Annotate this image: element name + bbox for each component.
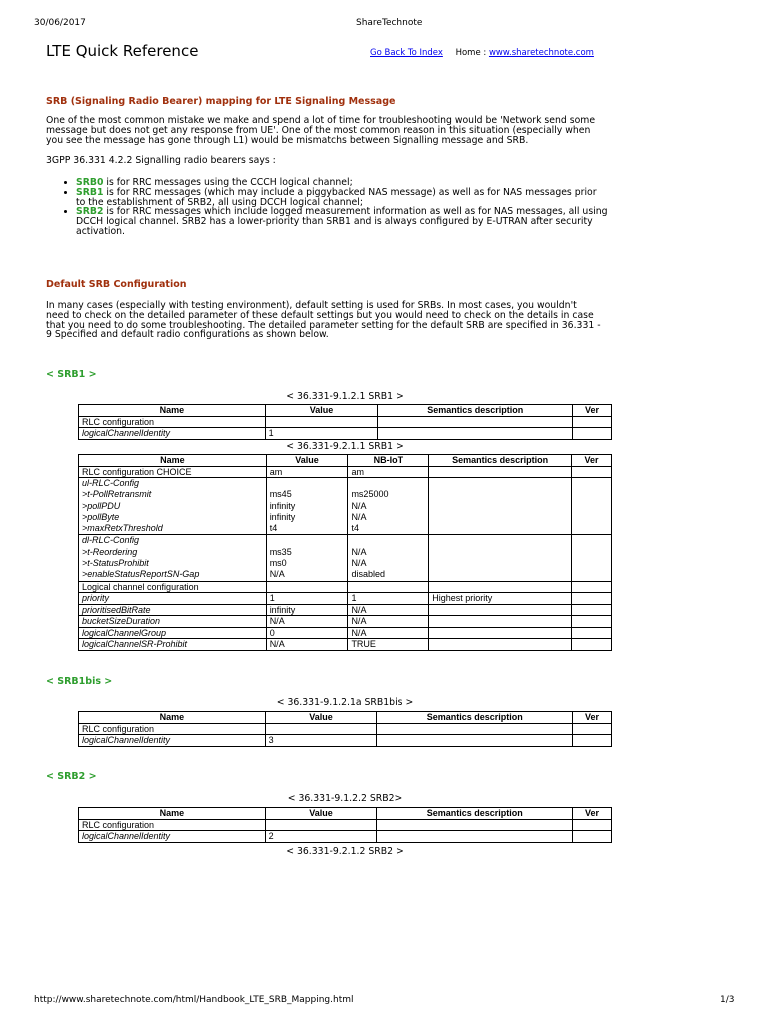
bullet-srb2 <box>76 207 676 236</box>
table-cell: ul-RLC-Config >t-PollRetransmit >pollPDU >pollByte >maxRetxThreshold <box>79 478 267 535</box>
table-cell <box>429 466 572 478</box>
table-caption: < 36.331-9.2.1.2 SRB2 > <box>286 846 404 857</box>
bullet-text: is for RRC messages using the CCCH logical channel; <box>103 177 353 188</box>
table-cell <box>573 831 612 843</box>
nav-links <box>370 48 594 58</box>
table-cell <box>265 819 377 831</box>
bullet-text: activation. <box>76 225 125 237</box>
table-cell: N/A <box>266 639 348 651</box>
print-site-title: ShareTechnote <box>356 18 423 28</box>
table-cell <box>265 416 378 428</box>
bullet-srb1 <box>76 188 676 208</box>
table-cell: N/A <box>348 627 429 639</box>
page-title: LTE Quick Reference <box>46 42 199 60</box>
table-cell <box>572 627 612 639</box>
bullet-tag: SRB0 <box>76 177 104 188</box>
paragraph-line: need to check on the detailed parameter of these default settings but you would need to check on the details in case <box>46 309 594 321</box>
table-cell: ms35 ms0 N/A <box>266 535 348 581</box>
table-cell: am <box>348 466 429 478</box>
column-header: Ver <box>572 455 612 467</box>
column-header: Name <box>79 712 266 724</box>
table-row <box>79 535 612 581</box>
table-row <box>79 478 612 535</box>
table-cell <box>266 581 348 593</box>
bullet-text: is for RRC messages (which may include a piggybacked NAS message) as well as for NAS messages prior <box>103 186 597 198</box>
spec-reference-paragraph: 3GPP 36.331 4.2.2 Signalling radio bearers says : <box>46 155 276 166</box>
column-header: Value <box>265 405 378 417</box>
table-cell <box>429 535 572 581</box>
column-header: Name <box>79 405 266 417</box>
table-cell: RLC configuration <box>79 723 266 735</box>
table-cell: infinity <box>266 604 348 616</box>
table-cell <box>377 723 573 735</box>
table-cell: 3 <box>265 735 377 747</box>
table-cell <box>573 428 612 440</box>
table-cell <box>572 581 612 593</box>
table-cell <box>377 831 573 843</box>
table-cell: bucketSizeDuration <box>79 616 267 628</box>
table-cell <box>429 627 572 639</box>
paragraph-line: 9 Specified and default radio configurations as shown below. <box>46 329 329 341</box>
table-cell: priority <box>79 593 267 605</box>
table-row <box>79 627 612 639</box>
bullet-tag: SRB1 <box>76 186 104 198</box>
column-header: Name <box>79 455 267 467</box>
table-cell: 1 <box>266 593 348 605</box>
table-cell <box>377 735 573 747</box>
table-cell: ms25000 N/A N/A t4 <box>348 478 429 535</box>
srb2-table <box>78 807 612 843</box>
table-row <box>79 831 612 843</box>
column-header: Name <box>79 808 266 820</box>
table-cell <box>265 723 377 735</box>
table-cell <box>572 639 612 651</box>
column-header: Semantics description <box>377 712 573 724</box>
srb1-label: < SRB1 > <box>46 369 97 380</box>
intro-paragraph <box>46 116 636 145</box>
table-cell: Highest priority <box>429 593 572 605</box>
home-link[interactable]: www.sharetechnote.com <box>488 48 594 58</box>
table-header-row <box>79 808 612 820</box>
table-cell <box>572 593 612 605</box>
column-header: NB-IoT <box>348 455 429 467</box>
column-header: Value <box>266 455 348 467</box>
table-cell <box>429 581 572 593</box>
table-cell <box>377 819 573 831</box>
table-cell: logicalChannelIdentity <box>79 735 266 747</box>
print-date: 30/06/2017 <box>34 18 86 28</box>
table-cell: logicalChannelIdentity <box>79 428 266 440</box>
table-cell: N/A <box>348 604 429 616</box>
table-cell: Logical channel configuration <box>79 581 267 593</box>
table-cell: N/A N/A disabled <box>348 535 429 581</box>
srb-bullet-list <box>52 178 676 237</box>
table-cell <box>378 428 573 440</box>
table-row <box>79 735 612 747</box>
table-row <box>79 466 612 478</box>
intro-line: message but does not get any response from UE'. One of the most common reason in this situation (especially when <box>46 124 591 136</box>
column-header: Ver <box>573 405 612 417</box>
table-cell: logicalChannelSR-Prohibit <box>79 639 267 651</box>
table-caption: < 36.331-9.1.2.1 SRB1 > <box>286 391 404 402</box>
table-cell <box>572 466 612 478</box>
table-cell: logicalChannelGroup <box>79 627 267 639</box>
page-number: 1/3 <box>720 995 735 1005</box>
table-cell <box>572 604 612 616</box>
table-cell <box>429 616 572 628</box>
table-caption: < 36.331-9.1.2.2 SRB2> <box>287 793 403 804</box>
column-header: Semantics description <box>429 455 572 467</box>
table-cell <box>348 581 429 593</box>
table-cell <box>429 604 572 616</box>
intro-line: One of the most common mistake we make and spend a lot of time for troubleshooting would be 'Network send some <box>46 115 596 126</box>
table-cell: dl-RLC-Config >t-Reordering >t-StatusProhibit >enableStatusReportSN-Gap <box>79 535 267 581</box>
srb2-label: < SRB2 > <box>46 771 97 782</box>
table-cell: 1 <box>348 593 429 605</box>
table-cell <box>573 416 612 428</box>
table-cell <box>572 535 612 581</box>
table-cell <box>378 416 573 428</box>
section-heading-srb-mapping: SRB (Signaling Radio Bearer) mapping for LTE Signaling Message <box>46 96 396 107</box>
table-header-row <box>79 712 612 724</box>
table-row <box>79 593 612 605</box>
table-cell <box>429 639 572 651</box>
table-cell <box>573 735 612 747</box>
intro-line: you see the message has gone through L1) would be mismatchs between Signalling message and SRB. <box>46 134 529 146</box>
column-header: Semantics description <box>378 405 573 417</box>
home-prefix: Home : <box>455 48 489 58</box>
column-header: Semantics description <box>377 808 573 820</box>
print-url: http://www.sharetechnote.com/html/Handbook_LTE_SRB_Mapping.html <box>34 995 354 1005</box>
table-cell: RLC configuration <box>79 416 266 428</box>
table-cell <box>572 616 612 628</box>
table-cell <box>429 478 572 535</box>
table-row <box>79 428 612 440</box>
table-header-row <box>79 455 612 467</box>
column-header: Ver <box>573 808 612 820</box>
table-caption: < 36.331-9.1.2.1a SRB1bis > <box>276 697 414 708</box>
table-row <box>79 819 612 831</box>
bullet-text: to the establishment of SRB2, all using DCCH logical channel; <box>76 196 363 208</box>
column-header: Value <box>265 712 377 724</box>
table-cell: 2 <box>265 831 377 843</box>
table-row <box>79 581 612 593</box>
column-header: Value <box>265 808 377 820</box>
table-cell: RLC configuration <box>79 819 266 831</box>
table-cell: logicalChannelIdentity <box>79 831 266 843</box>
table-row <box>79 604 612 616</box>
table-header-row <box>79 405 612 417</box>
paragraph-line: In many cases (especially with testing environment), default setting is used for SRBs. In most cases, you wouldn't <box>46 300 577 311</box>
table-row <box>79 639 612 651</box>
back-to-index-link[interactable]: Go Back To Index <box>370 48 443 58</box>
paragraph-line: that you need to do some troubleshooting. The detailed parameter setting for the default SRB are specified in 36.331 - <box>46 319 601 331</box>
column-header: Ver <box>573 712 612 724</box>
table-cell: RLC configuration CHOICE <box>79 466 267 478</box>
table-cell <box>572 478 612 535</box>
table-caption: < 36.331-9.2.1.1 SRB1 > <box>286 441 404 452</box>
table-cell: 0 <box>266 627 348 639</box>
default-config-paragraph <box>46 301 636 340</box>
table-cell: N/A <box>266 616 348 628</box>
bullet-text: is for RRC messages which include logged measurement information as well as for NAS messages, all using <box>103 206 608 218</box>
srb1bis-label: < SRB1bis > <box>46 676 113 687</box>
table-row <box>79 616 612 628</box>
srb1-basic-table <box>78 404 612 440</box>
table-cell <box>573 819 612 831</box>
table-cell: ms45 infinity infinity t4 <box>266 478 348 535</box>
table-row <box>79 723 612 735</box>
table-cell <box>573 723 612 735</box>
section-heading-default-srb: Default SRB Configuration <box>46 279 187 290</box>
table-cell: TRUE <box>348 639 429 651</box>
srb1bis-table <box>78 711 612 747</box>
table-cell: prioritisedBitRate <box>79 604 267 616</box>
bullet-text: DCCH logical channel. SRB2 has a lower-priority than SRB1 and is always configured by E-UTRAN after security <box>76 216 593 228</box>
table-row <box>79 416 612 428</box>
table-cell: N/A <box>348 616 429 628</box>
table-cell: am <box>266 466 348 478</box>
srb1-default-config-table <box>78 454 612 651</box>
table-cell: 1 <box>265 428 378 440</box>
bullet-tag: SRB2 <box>76 206 104 218</box>
